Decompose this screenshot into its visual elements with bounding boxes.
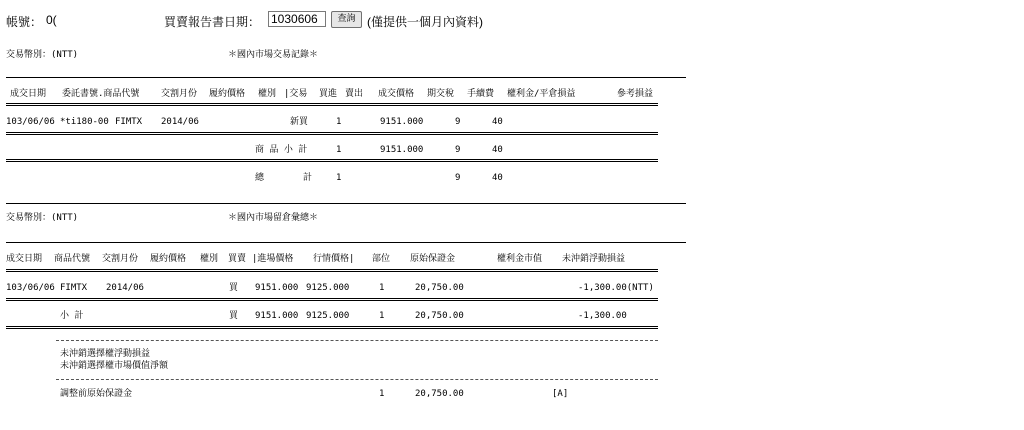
subtotal-market: 9125.000 [306,311,350,321]
col-price: 成交價格 [378,89,415,99]
col-buy: 買進 [319,89,338,99]
row-product: FIMTX [60,283,88,293]
col-side: 買賣 [228,254,247,264]
col-position: 部位 [372,254,391,264]
subtotal-margin: 20,750.00 [415,311,464,321]
col-premium-value: 權利金市值 [497,254,543,264]
row-product: FIMTX [115,117,143,127]
section1-title: ＊國內市場交易記錄＊ [228,50,319,60]
subtotal-side: 買 [229,311,239,321]
adjust-margin-position: 1 [379,389,385,399]
col-strike: 履約價格 [150,254,187,264]
col-trade-type: |交易 [284,89,308,99]
divider [6,103,658,106]
total-fee: 40 [492,173,503,183]
divider [6,132,658,135]
row-margin: 20,750.00 [415,283,464,293]
subtotal-price: 9151.000 [380,145,424,155]
note-option-floating-pl: 未沖銷選擇權浮動損益 [60,349,151,359]
col-market-price: 行情價格| [313,254,355,264]
row-date: 103/06/06 [6,283,55,293]
report-date-input[interactable]: 1030606 [268,11,326,27]
divider [6,242,686,243]
query-button[interactable]: 查詢 [331,11,362,28]
col-trade-date: 成交日期 [10,89,47,99]
row-price: 9151.000 [380,117,424,127]
row-fee: 40 [492,117,503,127]
subtotal-fee: 40 [492,145,503,155]
col-tax: 期交稅 [427,89,455,99]
col-sell: 賣出 [345,89,364,99]
row-month: 2014/06 [106,283,144,293]
col-product: 商品代號 [54,254,91,264]
adjust-margin-amount: 20,750.00 [415,389,464,399]
note-option-market-value: 未沖銷選擇權市場價值淨額 [60,361,169,371]
col-strike: 履約價格 [209,89,246,99]
col-premium-pl: 權利金/平倉損益 [507,89,576,99]
row-market-price: 9125.000 [306,283,350,293]
date-label: 買賣報告書日期： [164,15,261,29]
col-delivery-month: 交割月份 [161,89,198,99]
adjust-margin-label: 調整前原始保證金 [60,389,133,399]
divider [6,326,658,329]
total-label: 計 [303,173,313,183]
col-option-type: 權別 [200,254,219,264]
divider [56,379,658,380]
col-entry-price: |進場價格 [252,254,294,264]
total-tax: 9 [455,173,461,183]
col-delivery-month: 交割月份 [102,254,139,264]
subtotal-buy: 1 [336,145,342,155]
col-order-product: 委託書號.商品代號 [62,89,140,99]
row-buy: 1 [336,117,342,127]
divider [6,203,686,204]
section2-currency: 交易幣別：(NTT) [6,213,79,223]
divider [6,269,658,272]
col-unrealized-pl: 未沖銷浮動損益 [562,254,626,264]
divider [6,159,658,162]
divider [56,340,658,341]
divider [6,77,686,78]
row-trade-type: 新買 [290,117,309,127]
total-buy: 1 [336,173,342,183]
divider [6,298,658,301]
row-order-no: *ti180-00 [60,117,109,127]
section2-title: ＊國內市場留倉彙總＊ [228,213,319,223]
section1-currency: 交易幣別：(NTT) [6,50,79,60]
row-entry-price: 9151.000 [255,283,299,293]
row-position: 1 [379,283,385,293]
account-value: 0( [46,13,57,27]
account-label: 帳號： [6,15,43,29]
subtotal-label: 商 品 小 計 [255,145,308,155]
adjust-margin-ref: [A] [552,389,569,399]
col-trade-date: 成交日期 [6,254,43,264]
subtotal-position: 1 [379,311,385,321]
total-label: 總 [255,173,265,183]
row-side: 買 [229,283,239,293]
row-unrealized-pl: -1,300.00(NTT) [578,283,654,293]
subtotal-label: 小 計 [60,311,84,321]
subtotal-entry: 9151.000 [255,311,299,321]
col-fee: 手續費 [467,89,495,99]
col-option-type: 權別 [258,89,277,99]
col-ref-pl: 參考損益 [617,89,654,99]
row-tax: 9 [455,117,461,127]
subtotal-pnl: -1,300.00 [578,311,627,321]
subtotal-tax: 9 [455,145,461,155]
date-range-note: (僅提供一個月內資料) [367,15,483,29]
row-date: 103/06/06 [6,117,55,127]
row-month: 2014/06 [161,117,199,127]
col-initial-margin: 原始保證金 [410,254,456,264]
